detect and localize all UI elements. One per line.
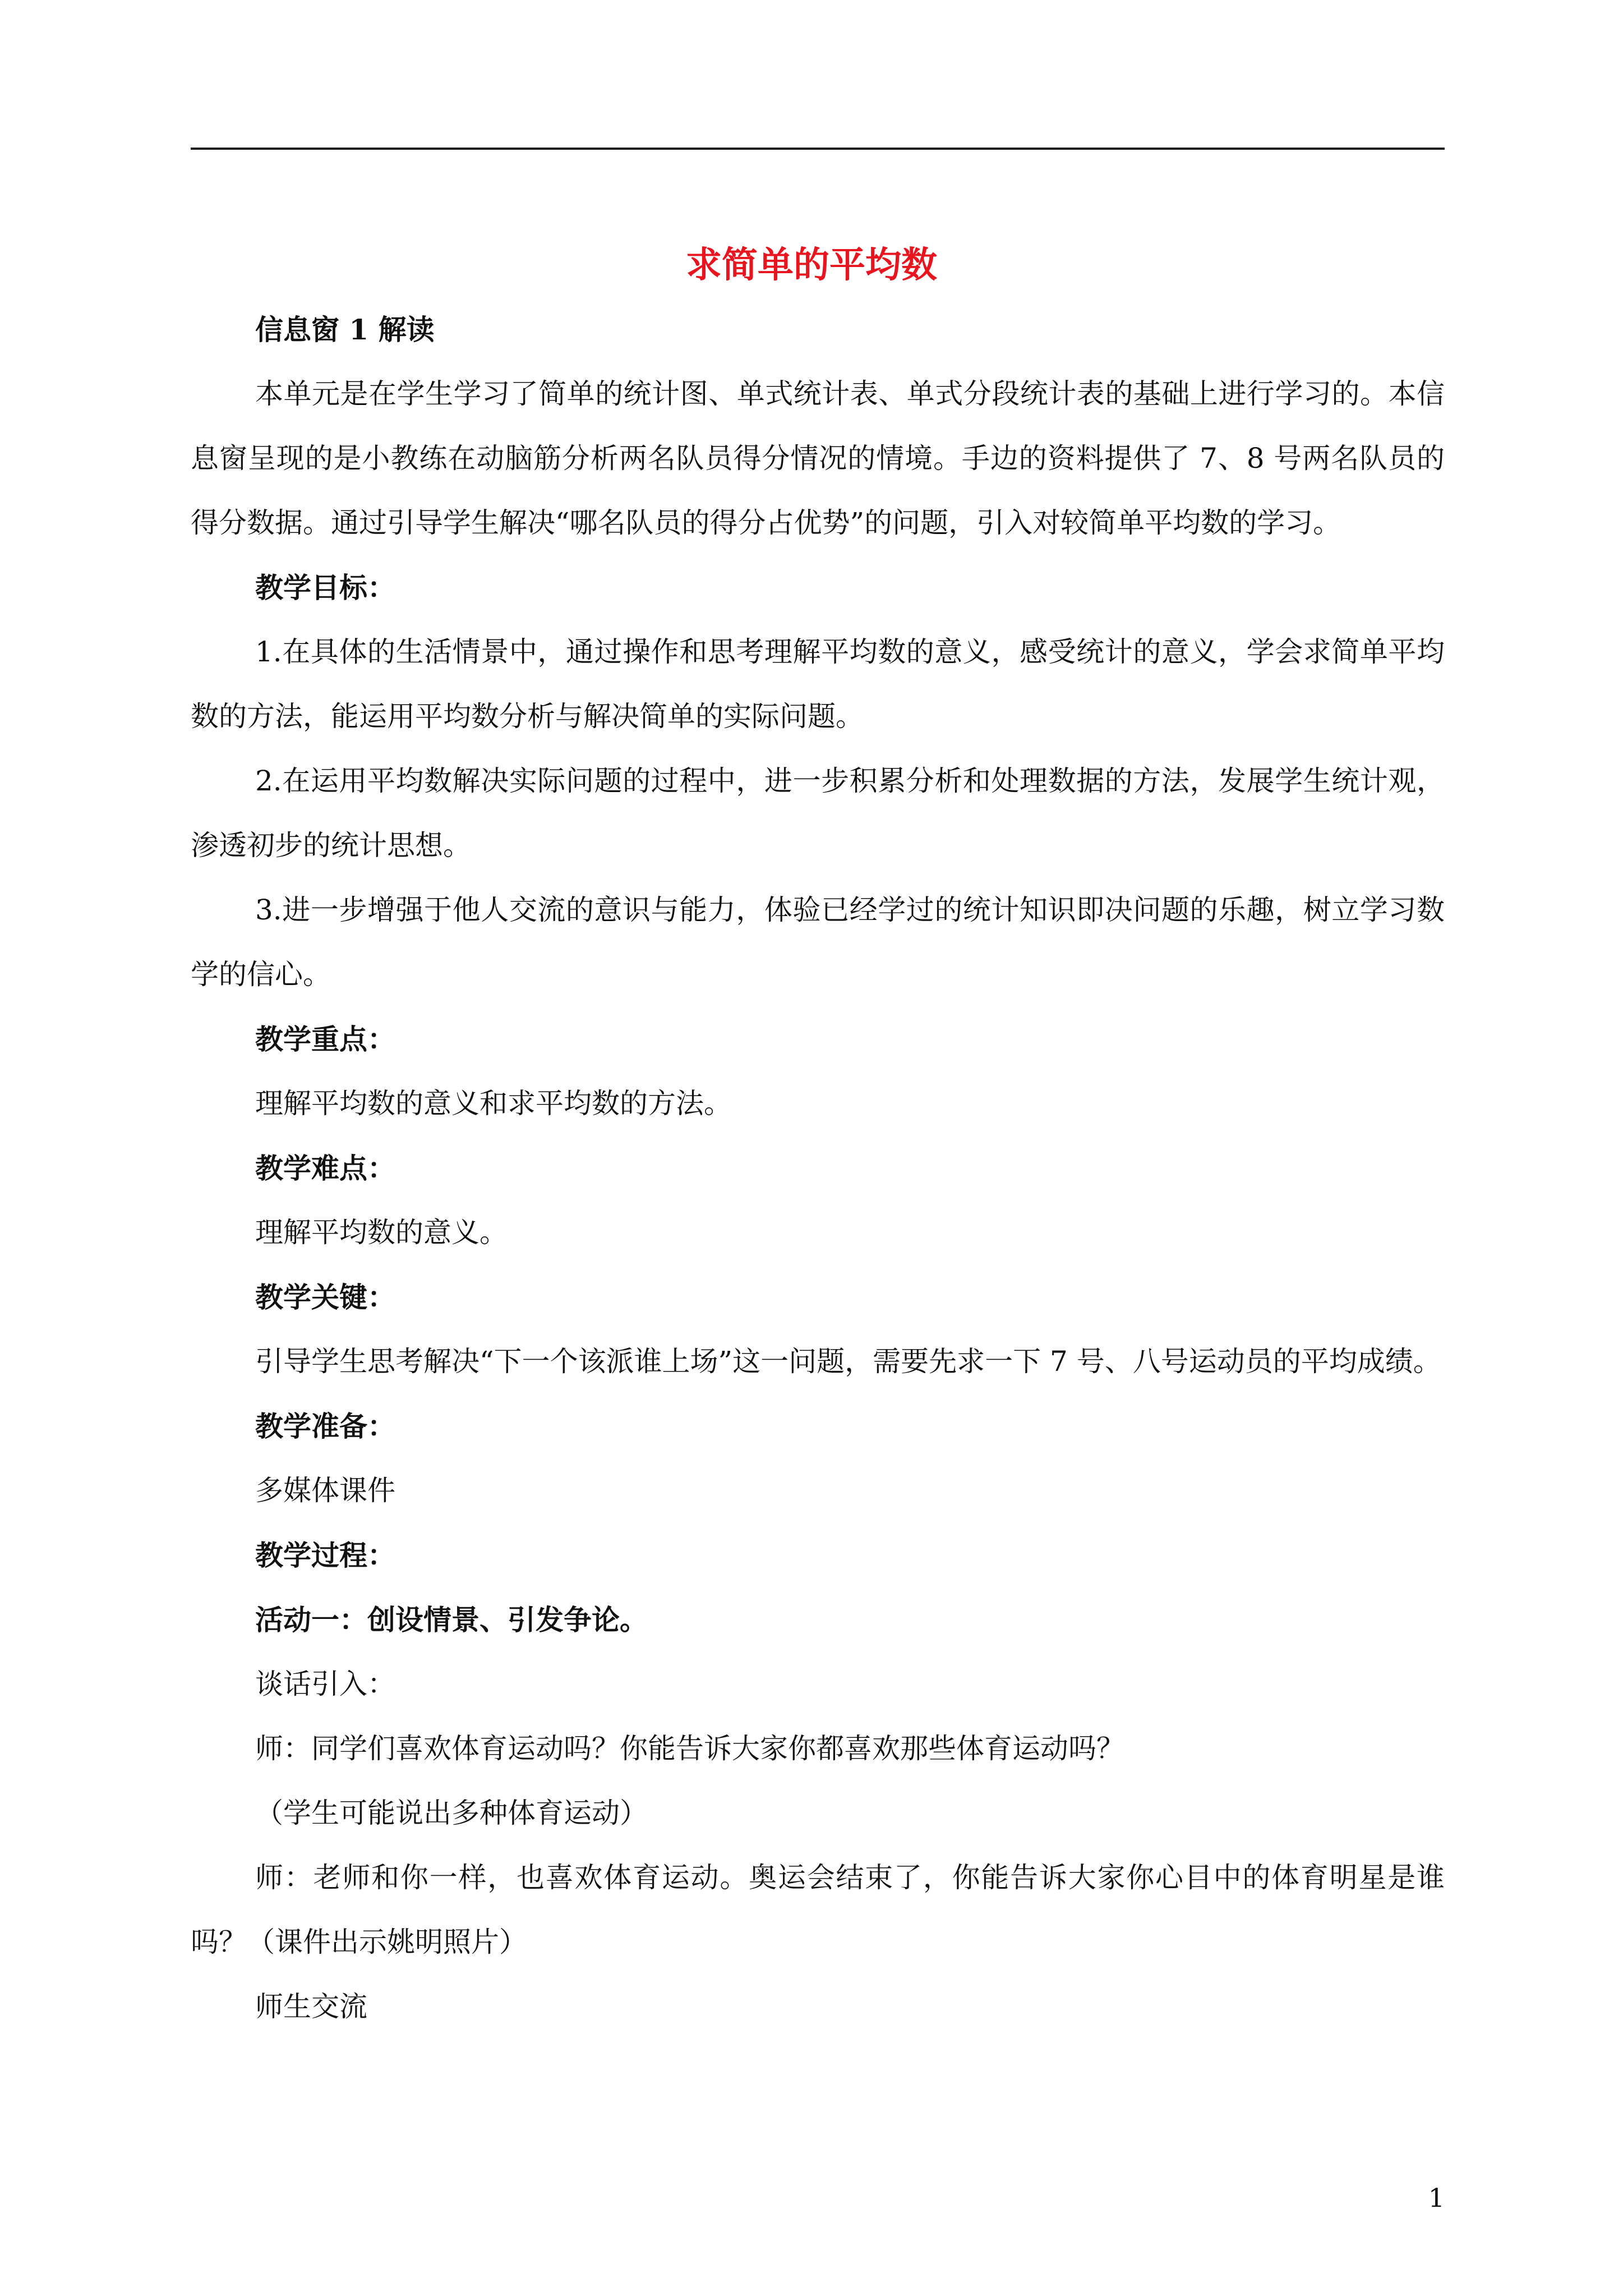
paragraph: 引导学生思考解决“下一个该派谁上场”这一问题，需要先求一下 7 号、八号运动员的平均成绩。 <box>255 1345 1441 1378</box>
paragraph: 1.在具体的生活情景中，通过操作和思考理解平均数的意义，感受统计的意义，学会求简单平均数的方法，能运用平均数分析与解决简单的实际问题。 <box>191 636 1445 733</box>
paragraph: 师：老师和你一样，也喜欢体育运动。奥运会结束了，你能告诉大家你心目中的体育明星是谁吗？（课件出示姚明照片） <box>191 1861 1445 1958</box>
paragraph: 信息窗 1 解读 <box>255 313 435 346</box>
paragraph: 理解平均数的意义和求平均数的方法。 <box>255 1087 732 1120</box>
paragraph: 教学目标： <box>255 571 395 604</box>
paragraph: （学生可能说出多种体育运动） <box>255 1797 648 1829</box>
paragraph: 师生交流 <box>255 1990 367 2023</box>
paragraph: 教学关键： <box>255 1281 395 1314</box>
paragraph: 教学难点： <box>255 1152 395 1185</box>
paragraph: 3.进一步增强于他人交流的意识与能力，体验已经学过的统计知识即决问题的乐趣，树立学习数学的信心。 <box>191 894 1445 991</box>
paragraph: 教学准备： <box>255 1410 395 1443</box>
paragraph: 教学重点： <box>255 1023 395 1056</box>
paragraph: 谈话引入： <box>255 1668 395 1700</box>
paragraph: 多媒体课件 <box>255 1474 395 1507</box>
paragraph: 师：同学们喜欢体育运动吗？你能告诉大家你都喜欢那些体育运动吗？ <box>255 1732 1124 1765</box>
paragraph: 理解平均数的意义。 <box>255 1216 508 1249</box>
paragraph: 本单元是在学生学习了简单的统计图、单式统计表、单式分段统计表的基础上进行学习的。本信息窗呈现的是小教练在动脑筋分析两名队员得分情况的情境。手边的资料提供了 7、8 号两名队员的得分数据。通过引导学生解决“哪名队员的得分占优势”的问题，引入对较简单平均数的学习。 <box>191 378 1445 539</box>
paragraph: 2.在运用平均数解决实际问题的过程中，进一步积累分析和处理数据的方法，发展学生统计观，渗透初步的统计思想。 <box>191 765 1445 862</box>
page-number: 1 <box>1428 2183 1445 2213</box>
document-title: 求简单的平均数 <box>686 243 937 286</box>
paragraph: 教学过程： <box>255 1539 395 1572</box>
paragraph: 活动一：创设情景、引发争论。 <box>255 1603 648 1636</box>
header-rule <box>191 148 1445 150</box>
document-body <box>191 297 1445 2039</box>
